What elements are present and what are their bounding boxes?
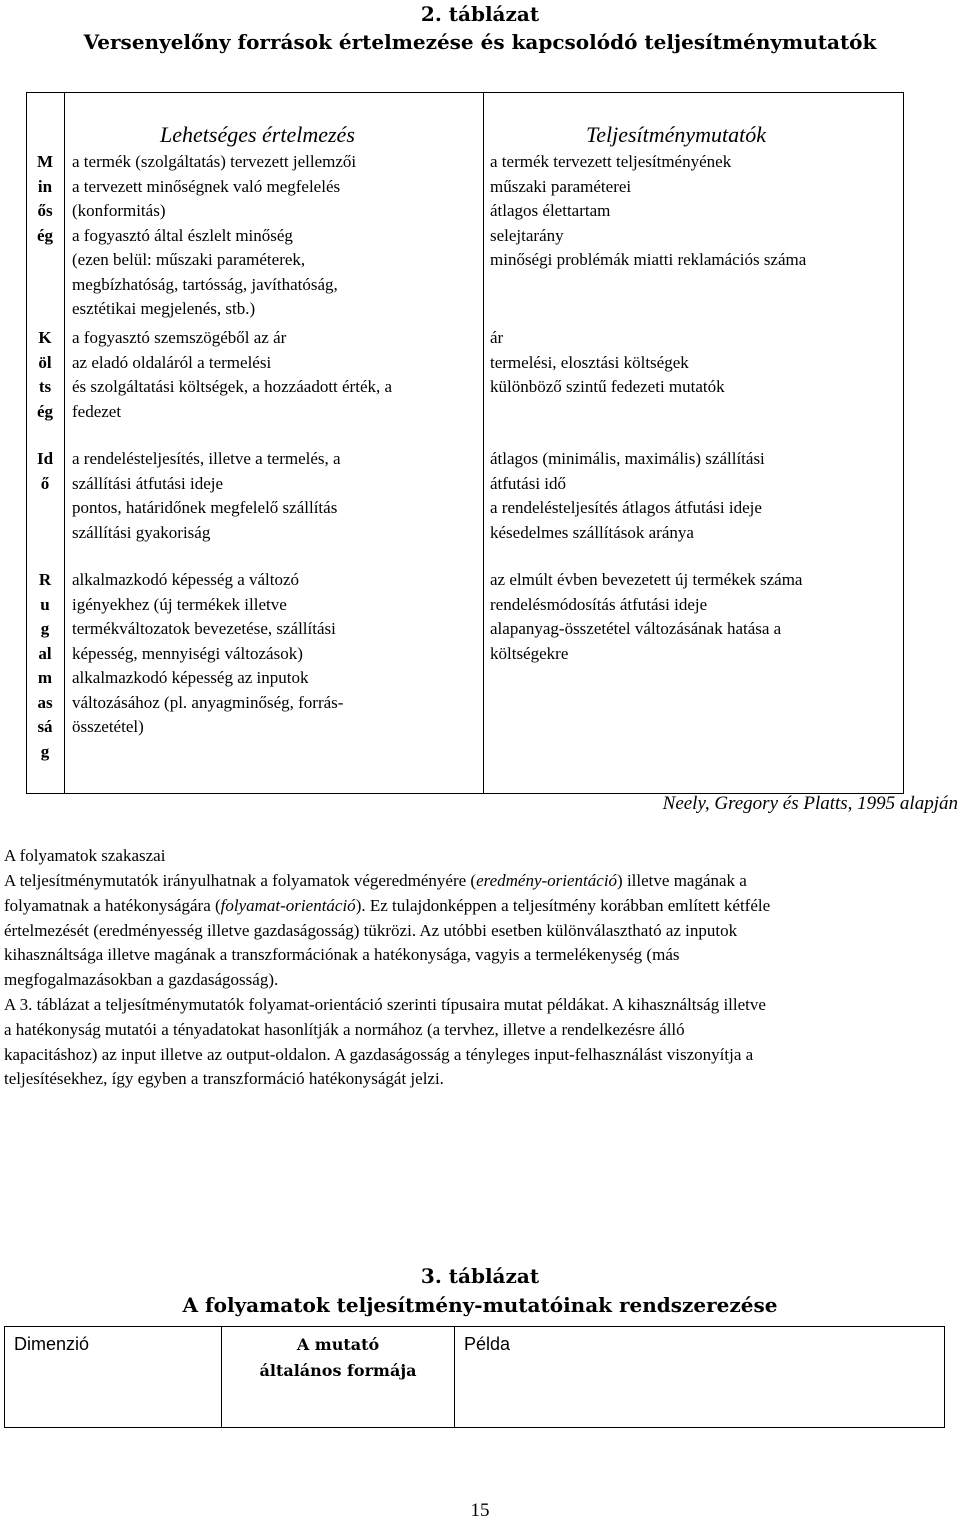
dim-line: m	[37, 668, 53, 687]
text-line: alkalmazkodó képesség a változó	[72, 570, 300, 589]
text-line: képesség, mennyiségi változások)	[72, 643, 303, 663]
table2-source: Neely, Gregory és Platts, 1995 alapján	[662, 793, 958, 814]
table2-row4-interpretation	[72, 568, 343, 740]
table2-col-divider-2	[483, 92, 484, 794]
para-line: teljesítésekhez, így egyben a transzformáció hatékonyságát jelzi.	[4, 1069, 444, 1089]
formula-line: általános formája	[259, 1361, 417, 1380]
section-title: A folyamatok szakaszai	[4, 846, 166, 865]
dim-line: ts	[38, 377, 52, 396]
dim-line: sá	[37, 717, 53, 736]
table2-row1-metrics	[490, 150, 806, 273]
text-line: változásához (pl. anyagminőség, forrás-	[72, 692, 344, 712]
table3-number: 3. táblázat	[420, 1264, 540, 1288]
table3-title: A folyamatok teljesítmény-mutatóinak rendszerezése	[182, 1293, 778, 1317]
dim-line: öl	[38, 352, 52, 372]
dim-line: g	[40, 741, 50, 761]
table2-row3-metrics	[490, 447, 765, 545]
dim-line: ég	[36, 401, 54, 421]
dim-line: ég	[36, 225, 54, 245]
dim-line: as	[37, 692, 53, 712]
text-line: a termék (szolgáltatás) tervezett jellemzői	[72, 152, 357, 171]
para-line: a hatékonyság mutatói a tényadatokat hasonlítják a normához (a tervhez, illetve a rendelkezésre álló	[4, 1019, 685, 1039]
para-line: A 3. táblázat a teljesítménymutatók folyamat-orientáció szerinti típusaira mutat példákat. A kihasználtság illetve	[4, 995, 766, 1014]
text-span: folyamatnak a hatékonyságára (	[4, 895, 221, 915]
text-line: az eladó oldaláról a termelési	[72, 352, 272, 372]
text-line: alapanyag-összetétel változásának hatása a	[490, 619, 782, 638]
text-line: termelési, elosztási költségek	[490, 352, 689, 372]
text-line: esztétikai megjelenés, stb.)	[72, 299, 256, 318]
text-line: összetétel)	[72, 717, 144, 736]
table3-col-divider-2	[454, 1326, 455, 1428]
table2-row2-interpretation	[72, 326, 392, 424]
text-line: különböző szintű fedezeti mutatók	[490, 377, 725, 396]
text-line: (konformitás)	[72, 201, 166, 220]
para-line: értelmezését (eredményesség illetve gazdaságosság) tükrözi. Az utóbbi esetben különválasztható az inputok	[4, 920, 738, 940]
table2-row2-metrics	[490, 326, 725, 400]
text-line: igényekhez (új termékek illetve	[72, 594, 287, 614]
formula-line: A mutató	[296, 1335, 380, 1354]
text-line: átlagos (minimális, maximális) szállítási	[490, 449, 765, 468]
dim-line: R	[38, 570, 52, 589]
text-line: költségekre	[490, 643, 569, 663]
text-line: és szolgáltatási költségek, a hozzáadott érték, a	[72, 377, 393, 396]
table2-header-interpretation: Lehetséges értelmezés	[160, 122, 355, 147]
text-line: átfutási idő	[490, 473, 567, 493]
table2-row1-dimension	[26, 150, 64, 248]
dim-line: Id	[36, 449, 54, 468]
text-line: szállítási gyakoriság	[72, 522, 211, 542]
text-line: rendelésmódosítás átfutási ideje	[490, 594, 708, 614]
text-line: a termék tervezett teljesítményének	[490, 152, 732, 171]
dim-line: al	[38, 643, 52, 663]
text-line: selejtarány	[490, 225, 564, 245]
text-line: az elmúlt évben bevezetett új termékek száma	[490, 570, 803, 589]
table2-header-metrics: Teljesítménymutatók	[586, 122, 767, 147]
text-span: ) illetve magának a	[617, 871, 747, 890]
text-line: (ezen belül: műszaki paraméterek,	[72, 250, 306, 269]
table3-header-example: Példa	[464, 1334, 511, 1354]
table2-row4-dimension	[26, 568, 64, 764]
text-line: a rendelésteljesítés átlagos átfutási ideje	[490, 498, 762, 517]
table2-row3-interpretation	[72, 447, 341, 545]
dim-line: ő	[40, 473, 50, 493]
dim-line: u	[40, 594, 50, 614]
para-line	[4, 869, 944, 894]
para-line: kihasználtsága illetve magának a transzformációnak a hatékonysága, vagyis a termelékenység (más	[4, 945, 680, 965]
text-line: minőségi problémák miatti reklamációs száma	[490, 250, 807, 269]
table2-col-divider-1	[64, 92, 65, 794]
text-line: a rendelésteljesítés, illetve a termelés, a	[72, 449, 341, 468]
text-span: A teljesítménymutatók irányulhatnak a folyamatok végeredményére (	[4, 871, 477, 890]
table3-header-dimension: Dimenzió	[14, 1334, 90, 1354]
text-span: ). Ez tulajdonképpen a teljesítmény korábban említett kétféle	[355, 895, 771, 915]
text-line: termékváltozatok bevezetése, szállítási	[72, 619, 336, 638]
table3-header-formula	[222, 1332, 454, 1384]
dim-line: M	[36, 152, 54, 171]
table2-number: 2. táblázat	[420, 2, 540, 26]
text-line: átlagos élettartam	[490, 201, 611, 220]
table2-row2-dimension	[26, 326, 64, 424]
para-line: megfogalmazásokban a gazdaságosság).	[4, 970, 279, 990]
para-line: kapacitáshoz) az input illetve az output-oldalon. A gazdaságosság a tényleges input-felhasználást viszonyítja a	[4, 1044, 754, 1064]
text-line: pontos, határidőnek megfelelő szállítás	[72, 498, 338, 517]
section-paragraph-2	[4, 993, 944, 1092]
section-paragraph-1	[4, 869, 944, 993]
text-line: a fogyasztó által észlelt minőség	[72, 225, 293, 245]
dim-line: K	[38, 328, 52, 347]
italic-term: eredmény-orientáció	[476, 871, 618, 890]
dim-line: ős	[37, 201, 53, 220]
table2-row1-interpretation	[72, 150, 356, 322]
text-line: szállítási átfutási ideje	[72, 473, 224, 493]
dim-line: g	[40, 619, 50, 638]
table2-row3-dimension	[26, 447, 64, 496]
table2-title: Versenyelőny források értelmezése és kapcsolódó teljesítménymutatók	[83, 30, 877, 54]
table2-row4-metrics	[490, 568, 802, 666]
text-line: a tervezett minőségnek való megfelelés	[72, 176, 341, 196]
text-line: műszaki paraméterei	[490, 176, 632, 196]
text-line: megbízhatóság, tartósság, javíthatóság,	[72, 274, 338, 294]
text-line: ár	[490, 328, 504, 347]
page-number: 15	[470, 1500, 490, 1521]
text-line: a fogyasztó szemszögéből az ár	[72, 328, 287, 347]
italic-term: folyamat-orientáció	[220, 895, 356, 915]
para-line	[4, 894, 944, 919]
text-line: fedezet	[72, 401, 122, 421]
dim-line: in	[37, 176, 53, 196]
text-line: alkalmazkodó képesség az inputok	[72, 668, 309, 687]
text-line: késedelmes szállítások aránya	[490, 522, 694, 542]
